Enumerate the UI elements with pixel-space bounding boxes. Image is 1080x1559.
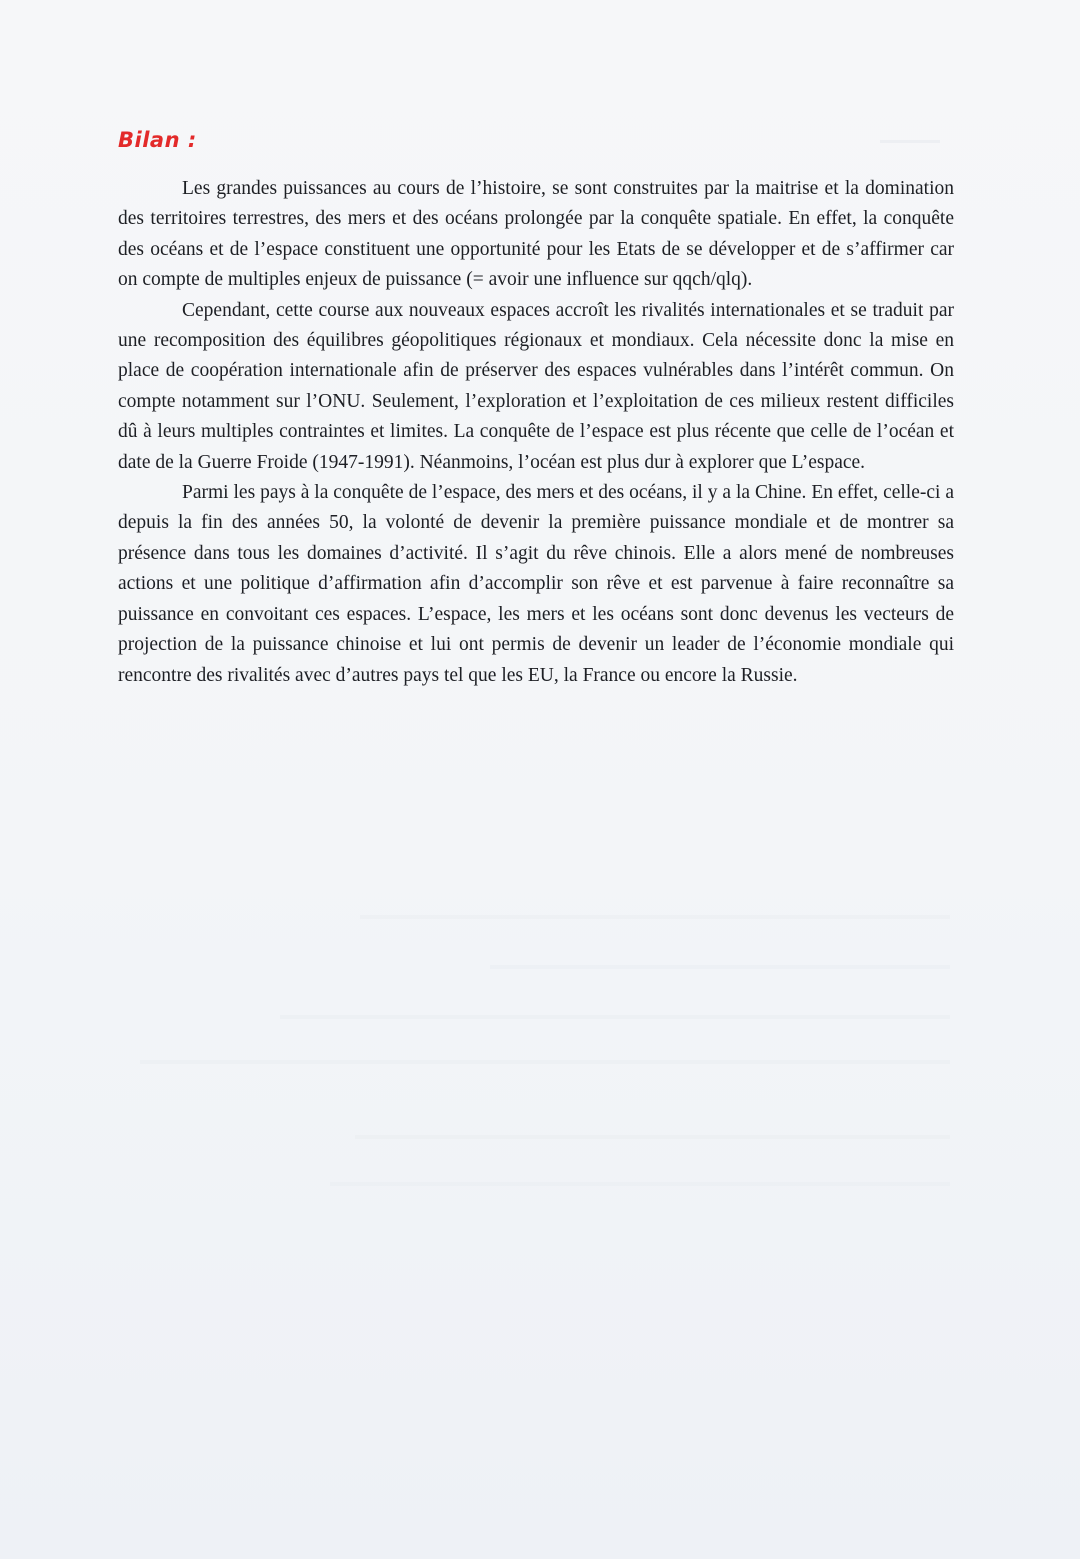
paragraph-1: Les grandes puissances au cours de l’histoire, se sont construites par la maitrise et la domination des territoires terrestres, des mers et des océans prolongée par la conquête spatiale. En effet, la conquête des océans et de l’espace constituent une opportunité pour les Etats de se développer et de s’affirmer car on compte de multiples enjeux de puissance (= avoir une influence sur qqch/qlq). bbox=[118, 178, 954, 291]
bleed-through-line bbox=[360, 915, 950, 919]
bleed-through-line bbox=[280, 1015, 950, 1019]
paragraph-2: Cependant, cette course aux nouveaux espaces accroît les rivalités internationales et se traduit par une recomposition des équilibres géopolitiques régionaux et mondiaux. Cela nécessite donc la mise en place de coopération internationale afin de préserver des espaces vulnérables dans l’intérêt commun. On compte notamment sur l’ONU. Seulement, l’exploration et l’exploitation de ces milieux restent difficiles dû à leurs multiples contraintes et limites. La conquête de l’espace est plus récente que celle de l’océan et date de la Guerre Froide (1947-1991). Néanmoins, l’océan est plus dur à explorer que L’espace. bbox=[118, 299, 954, 473]
bleed-through-line bbox=[490, 965, 950, 969]
section-heading: Bilan : bbox=[118, 128, 197, 152]
bleed-through-line bbox=[140, 1060, 950, 1064]
bleed-through-line bbox=[355, 1135, 950, 1139]
bleed-through-line bbox=[330, 1182, 950, 1186]
document-body bbox=[118, 128, 954, 691]
paragraph-3: Parmi les pays à la conquête de l’espace, des mers et des océans, il y a la Chine. En effet, celle-ci a depuis la fin des années 50, la volonté de devenir la première puissance mondiale et de montrer sa présence dans tous les domaines d’activité. Il s’agit du rêve chinois. Elle a alors mené de nombreuses actions et une politique d’affirmation afin d’accomplir son rêve et est parvenue à faire reconnaître sa puissance en convoitant ces espaces. L’espace, les mers et les océans sont donc devenus les vecteurs de projection de la puissance chinoise et lui ont permis de devenir un leader de l’économie mondiale qui rencontre des rivalités avec d’autres pays tel que les EU, la France ou encore la Russie. bbox=[118, 482, 954, 686]
